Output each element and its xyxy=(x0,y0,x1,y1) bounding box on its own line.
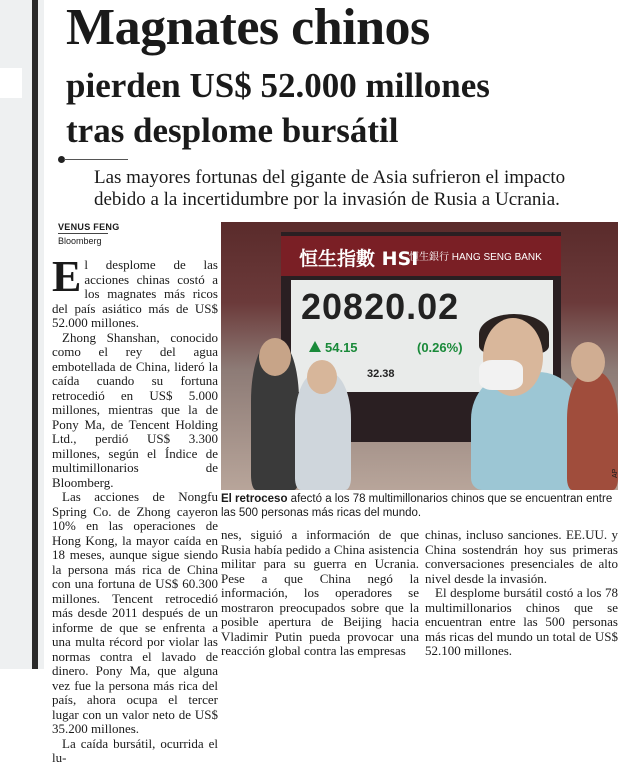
face-mask xyxy=(479,360,523,390)
body-paragraph: Las acciones de Nongfu Spring Co. de Zhong cayeron 10% en las operaciones de Hong Kong, la mayor caída en 18 meses, aunque sigue siendo la persona más rica de China con una fortuna de US$ 60.300 millones. Tencent retrocedió más desde 2011 después de un informe de que se enfrenta a una multa récord por violar las normas contra el lavado de dinero. Pony Ma, que alguna vez fue la persona más rica del país, ahora ocupa el tercer lugar con un valor neto de US$ 35.200 millones. xyxy=(52,489,218,736)
body-paragraph: La caída bursátil, ocurrida el lu- xyxy=(52,735,218,765)
pedestrian-head xyxy=(307,360,337,394)
headline-line-2: pierden US$ 52.000 millones xyxy=(66,66,490,105)
pedestrian-figure xyxy=(567,372,618,490)
body-paragraph: El desplome bursátil costó a los 78 multimillonarios chinos que se encuentran entre las 500 personas más ricas del mundo un total de US$ 52.100 millones. xyxy=(425,585,618,658)
pedestrian-head xyxy=(571,342,605,382)
photo-credit: AP xyxy=(612,468,619,478)
drop-cap: E xyxy=(52,252,82,301)
body-column-1 xyxy=(52,252,218,766)
pedestrian-head xyxy=(259,338,291,376)
up-arrow-icon xyxy=(309,341,321,352)
photo-caption xyxy=(221,492,618,520)
caption-lead: El retroceso xyxy=(221,493,288,505)
body-paragraph: chinas, incluso sanciones. EE.UU. y China sostendrán hoy sus primeras conversaciones presenciales de alto nivel desde la invasión. xyxy=(425,527,618,586)
index-value: 20820.02 xyxy=(301,286,460,327)
body-paragraph xyxy=(52,252,218,331)
subheadline: Las mayores fortunas del gigante de Asia sufrieron el impacto debido a la incertidumbre por la invasión de Rusia a Ucrania. xyxy=(94,167,566,210)
index-name: 恒生指數 HSI xyxy=(299,248,419,270)
subhead-rule xyxy=(64,159,128,160)
body-column-3 xyxy=(425,528,618,659)
body-column-2 xyxy=(221,528,419,659)
index-points: 32.38 xyxy=(367,368,395,380)
headline-line-1: Magnates chinos xyxy=(66,0,430,56)
byline-author: VENUS FENG xyxy=(58,222,120,232)
body-paragraph-text: l desplome de las acciones chinas costó a los magnates más ricos del país asiático más de US$ 52.000 millones. xyxy=(52,257,218,330)
byline-rule xyxy=(58,233,108,234)
index-change-percent: (0.26%) xyxy=(417,340,463,355)
caption-text: afectó a los 78 multimillonarios chinos que se encuentran entre las 500 personas más ricas del mundo. xyxy=(221,493,613,519)
headline-line-3: tras desplome bursátil xyxy=(66,111,399,150)
page-margin-bar xyxy=(32,0,38,669)
news-photo xyxy=(221,222,618,490)
byline-source: Bloomberg xyxy=(58,236,102,246)
page-margin-tab xyxy=(0,68,22,98)
bank-logo-text: 恒生銀行 HANG SENG BANK xyxy=(409,252,542,263)
index-change: 54.15 xyxy=(325,340,358,355)
body-paragraph: nes, siguió a información de que Rusia había pedido a China asistencia militar para su guerra en Ucrania. Pese a que China negó la información, los operadores se mostraron preocupados sobre que la posible apertura de Beijing hacia Vladimir Putin pueda provocar una reacción global contra las empresas xyxy=(221,527,419,658)
body-paragraph: Zhong Shanshan, conocido como el rey del agua embotellada de China, lideró la caída cuando su fortuna retrocedió en US$ 5.000 millones, mientras que la de Pony Ma, de Tencent Holding Ltd., perdió US$ 3.300 millones, según el Índice de multimillonarios de Bloomberg. xyxy=(52,329,218,490)
